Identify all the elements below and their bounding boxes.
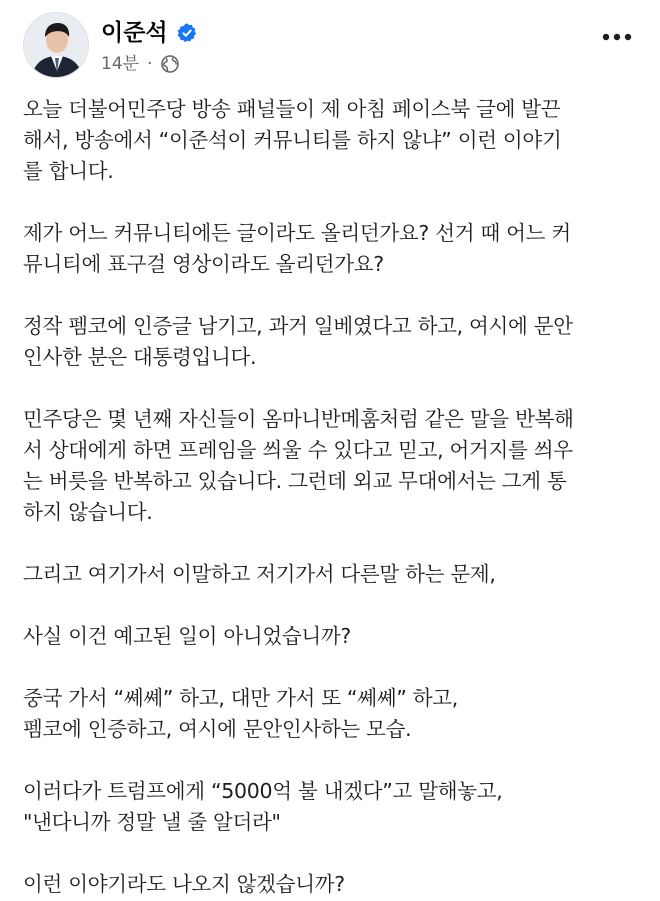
post-paragraph: 민주당은 몇 년째 자신들이 옴마니반메훔처럼 같은 말을 반복해 서 상대에게 하면 프레임을 씌울 수 있다고 믿고, 어거지를 씌우 는 버릇을 반복하고 있습니다. 그런데 외교 무대에서는 그게 통 하지 않습니다. [23, 407, 574, 524]
post-body [23, 94, 641, 901]
post-paragraph: 사실 이건 예고된 일이 아니었습니까? [23, 624, 351, 648]
post-paragraph: 오늘 더불어민주당 방송 패널들이 제 아침 페이스북 글에 발끈 해서, 방송에서 “이준석이 커뮤니티를 하지 않냐” 이런 이야기 를 합니다. [23, 97, 562, 183]
globe-icon[interactable] [160, 54, 180, 74]
post-paragraph: 이런 이야기라도 나오지 않겠습니까? [23, 872, 345, 896]
more-options-icon[interactable] [597, 22, 637, 52]
author-name[interactable]: 이준석 [101, 20, 168, 46]
post-paragraph: 이러다가 트럼프에게 “5000억 불 내겠다”고 말해놓고, "낸다니까 정말 낼 줄 알더라" [23, 779, 503, 834]
author-row [101, 18, 198, 48]
post-meta [101, 53, 180, 75]
post-timestamp[interactable]: 14분 [101, 54, 140, 74]
meta-separator: · [147, 54, 153, 74]
verified-badge-icon [176, 22, 198, 44]
post-paragraph: 중국 가서 “쎼쎼” 하고, 대만 가서 또 “쎼쎼” 하고, 펨코에 인증하고, 여시에 문안인사하는 모습. [23, 686, 458, 741]
post-paragraph: 정작 펨코에 인증글 남기고, 과거 일베였다고 하고, 여시에 문안 인사한 분은 대통령입니다. [23, 314, 573, 369]
post-paragraph: 그리고 여기가서 이말하고 저기가서 다른말 하는 문제, [23, 562, 496, 586]
author-photo [24, 13, 89, 78]
post-header [23, 12, 637, 82]
post-paragraph: 제가 어느 커뮤니티에든 글이라도 올리던가요? 선거 때 어느 커 뮤니티에 표구걸 영상이라도 올리던가요? [23, 221, 571, 276]
author-avatar[interactable] [23, 12, 89, 78]
